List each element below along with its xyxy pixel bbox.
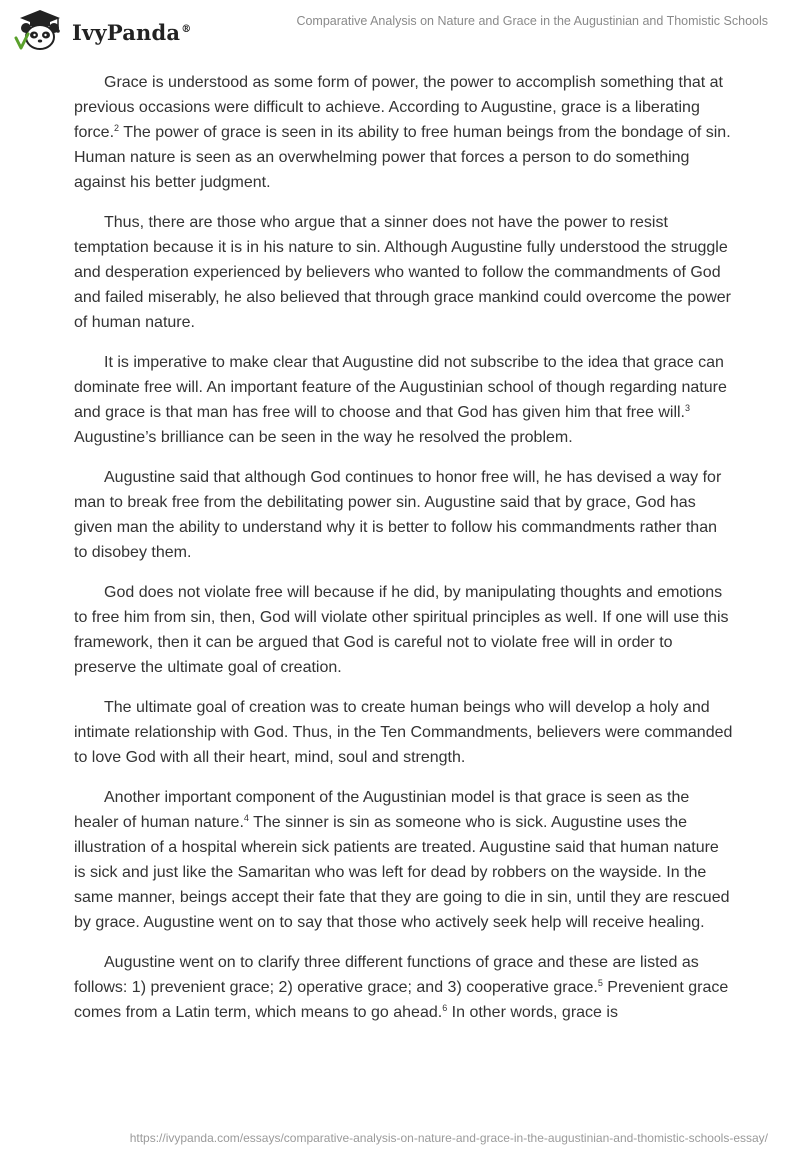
- essay-paragraph: [74, 350, 734, 450]
- paragraph-text: Augustine’s brilliance can be seen in the way he resolved the problem.: [74, 429, 573, 446]
- footnote-ref[interactable]: 3: [685, 403, 691, 413]
- document-title: Comparative Analysis on Nature and Grace in the Augustinian and Thomistic Schools: [296, 14, 768, 28]
- paragraph-text: Augustine said that although God continues to honor free will, he has devised a way for man to break free from the debilitating power sin. Augustine said that by grace, God has given man the ability to understand why it is better to follow his commandments rather than to disobey them.: [74, 469, 722, 561]
- essay-paragraph: [74, 580, 734, 680]
- paragraph-text: The power of grace is seen in its ability to free human beings from the bondage of sin. Human nature is seen as an overwhelming power that forces a person to do something against his better judgment.: [74, 124, 731, 191]
- paragraph-text: Prevenient grace comes from a Latin term, which means to go ahead.: [74, 979, 729, 1021]
- paragraph-text: God does not violate free will because if he did, by manipulating thoughts and emotions to free him from sin, then, God will violate other spiritual principles as well. If one will use this framework, then it can be argued that God is careful not to violate free will in order to preserve the ultimate goal of creation.: [74, 584, 729, 676]
- brand-name: IvyPanda®: [72, 19, 192, 45]
- page-header: [0, 0, 800, 56]
- source-url[interactable]: https://ivypanda.com/essays/comparative-analysis-on-nature-and-grace-in-the-augustinian-and-thomistic-schools-essay/: [129, 1131, 768, 1145]
- essay-paragraph: [74, 465, 734, 565]
- ivypanda-logo[interactable]: [12, 8, 191, 52]
- footnote-ref[interactable]: 5: [597, 978, 603, 988]
- paragraph-text: The ultimate goal of creation was to create human beings who will develop a holy and intimate relationship with God. Thus, in the Ten Commandments, believers were commanded to love God with all their heart, mind, soul and strength.: [74, 699, 733, 766]
- paragraph-text: In other words, grace is: [447, 1004, 618, 1021]
- essay-paragraph: [74, 785, 734, 935]
- essay-paragraph: [74, 950, 734, 1025]
- paragraph-text: The sinner is sin as someone who is sick. Augustine uses the illustration of a hospital wherein sick patients are treated. Augustine said that human nature is sick and just like the Samaritan who was left for dead by robbers on the wayside. In the same manner, beings accept their fate that they are going to die in sin, until they are rescued by grace. Augustine went on to say that those who actively seek help will receive healing.: [74, 814, 730, 931]
- essay-body: [74, 70, 734, 1040]
- panda-graduate-icon: [12, 8, 68, 52]
- paragraph-text: Augustine went on to clarify three different functions of grace and these are listed as follows: 1) prevenient grace; 2) operative grace; and 3) cooperative grace.: [74, 954, 699, 996]
- paragraph-text: It is imperative to make clear that Augustine did not subscribe to the idea that grace can dominate free will. An important feature of the Augustinian school of though regarding nature and grace is that man has free will to choose and that God has given him that free will.: [74, 354, 727, 421]
- paragraph-text: Thus, there are those who argue that a sinner does not have the power to resist temptation because it is in his nature to sin. Although Augustine fully understood the struggle and desperation experienced by believers who wanted to follow the commandments of God and failed miserably, he also believed that through grace mankind could overcome the power of human nature.: [74, 214, 731, 331]
- footnote-ref[interactable]: 6: [442, 1003, 448, 1013]
- registered-mark: ®: [181, 23, 192, 35]
- essay-paragraph: [74, 210, 734, 335]
- paragraph-text: Grace is understood as some form of power, the power to accomplish something that at previous occasions were difficult to achieve. According to Augustine, grace is a liberating force.: [74, 74, 723, 141]
- footnote-ref[interactable]: 2: [114, 123, 120, 133]
- footnote-ref[interactable]: 4: [243, 813, 249, 823]
- paragraph-text: Another important component of the Augustinian model is that grace is seen as the healer of human nature.: [74, 789, 690, 831]
- essay-paragraph: [74, 695, 734, 770]
- essay-paragraph: [74, 70, 734, 195]
